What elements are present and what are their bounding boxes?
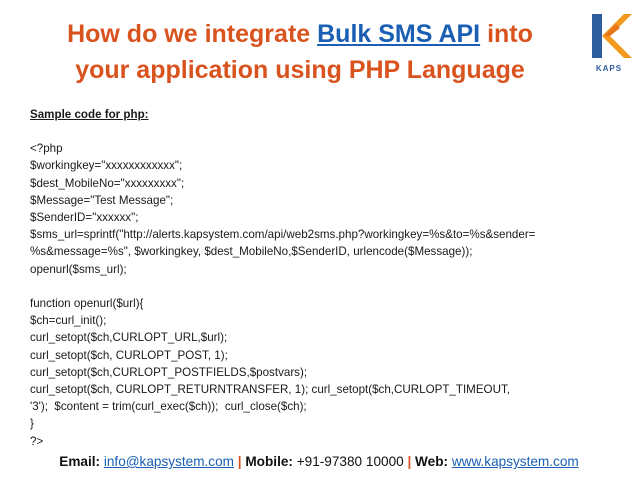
code-line: <?php — [30, 142, 63, 156]
page-title — [20, 16, 580, 88]
code-line: ?> — [30, 434, 44, 448]
email-link[interactable]: info@kapsystem.com — [103, 454, 234, 469]
code-line: function openurl($url){ — [30, 297, 144, 311]
code-line: curl_setopt($ch,CURLOPT_URL,$url); — [30, 331, 228, 345]
code-spacer — [30, 278, 620, 295]
web-link[interactable]: www.kapsystem.com — [451, 454, 579, 469]
title-text-start: How do we integrate — [67, 20, 318, 48]
bulk-sms-api-link[interactable]: Bulk SMS API — [317, 20, 481, 48]
kaps-logo-icon — [586, 10, 632, 64]
title-text-end: into — [480, 20, 533, 48]
separator-2: | — [403, 454, 416, 469]
title-line-2: your application using PHP Language — [75, 56, 525, 84]
code-line: %s&message=%s", $workingkey, $dest_MobileNo,$SenderID, urlencode($Message)); — [30, 245, 473, 259]
code-line: $workingkey="xxxxxxxxxxxx"; — [30, 159, 183, 173]
code-line: $SenderID="xxxxxx"; — [30, 211, 139, 225]
code-line: curl_setopt($ch,CURLOPT_POSTFIELDS,$postvars); — [30, 365, 308, 379]
separator-1: | — [234, 454, 246, 469]
code-line: curl_setopt($ch, CURLOPT_POST, 1); — [30, 348, 228, 362]
php-code-block-1 — [30, 140, 620, 278]
email-label: Email: — [59, 454, 104, 469]
code-line: openurl($sms_url); — [30, 262, 127, 276]
kaps-logo — [586, 10, 632, 78]
mobile-label: Mobile: — [245, 454, 297, 469]
code-sample — [30, 106, 620, 450]
code-line: '3'); $content = trim(curl_exec($ch)); curl_close($ch); — [30, 400, 307, 414]
web-label: Web: — [415, 454, 452, 469]
code-line: curl_setopt($ch, CURLOPT_RETURNTRANSFER, 1); curl_setopt($ch,CURLOPT_TIMEOUT, — [30, 383, 510, 397]
code-line: } — [30, 417, 34, 431]
sample-code-heading: Sample code for php: — [30, 108, 149, 121]
logo-text: KAPS — [595, 64, 623, 73]
code-line: $sms_url=sprintf("http://alerts.kapsystem.com/api/web2sms.php?workingkey=%s&to=%s&sender= — [30, 228, 536, 242]
code-line: $ch=curl_init(); — [30, 314, 107, 328]
php-code-block-2 — [30, 295, 620, 450]
code-line: $Message="Test Message"; — [30, 193, 174, 207]
contact-footer — [0, 454, 638, 469]
code-line: $dest_MobileNo="xxxxxxxxx"; — [30, 176, 185, 190]
mobile-number: +91-97380 10000 — [296, 454, 404, 469]
title-line-1 — [20, 16, 580, 52]
